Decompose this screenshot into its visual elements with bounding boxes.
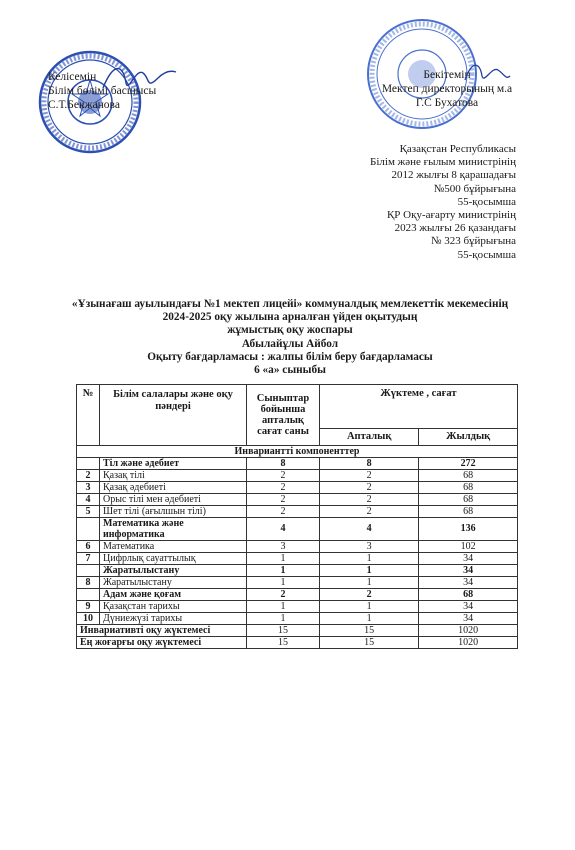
table-group-row	[77, 458, 518, 470]
row-weekly-load: 1	[320, 577, 419, 589]
row-number: 10	[77, 613, 100, 625]
table-row	[77, 541, 518, 553]
row-weekly-hours: 3	[247, 541, 320, 553]
row-yearly-load: 68	[419, 470, 518, 482]
row-weekly-load: 8	[320, 458, 419, 470]
total-weekly-hours: 15	[247, 625, 320, 637]
annex-line: 55-қосымша	[457, 248, 516, 261]
row-yearly-load: 34	[419, 565, 518, 577]
total-yearly-load: 1020	[419, 625, 518, 637]
row-weekly-hours: 2	[247, 482, 320, 494]
row-number	[77, 458, 100, 470]
row-number: 3	[77, 482, 100, 494]
table-row	[77, 553, 518, 565]
total-yearly-load: 1020	[419, 637, 518, 649]
row-weekly-load: 1	[320, 565, 419, 577]
annex-line: ҚР Оқу-ағарту министрінің	[386, 209, 516, 222]
row-weekly-hours: 2	[247, 506, 320, 518]
total-weekly-load: 15	[320, 625, 419, 637]
row-number: 6	[77, 541, 100, 553]
left-signature	[98, 58, 178, 98]
title-line: 2024-2025 оқу жылына арналған үйден оқытудың	[162, 311, 418, 324]
row-number	[77, 565, 100, 577]
row-yearly-load: 136	[419, 518, 518, 541]
agreed-line: Білім бөлімі басшысы	[48, 85, 157, 97]
row-subject: Адам және қоғам	[100, 589, 247, 601]
row-weekly-hours: 2	[247, 589, 320, 601]
annex-line: №500 бұйрығына	[433, 182, 516, 195]
row-yearly-load: 34	[419, 553, 518, 565]
row-subject: Жаратылыстану	[100, 577, 247, 589]
row-subject: Математика және информатика	[100, 518, 247, 541]
table-row	[77, 613, 518, 625]
row-subject: Тіл және әдебиет	[100, 458, 247, 470]
annex-line: № 323 бұйрығына	[430, 235, 516, 248]
agreed-line: Келісемін	[48, 71, 97, 83]
row-yearly-load: 34	[419, 577, 518, 589]
table-total-row	[77, 637, 518, 649]
annex-reference	[330, 143, 516, 262]
row-yearly-load: 34	[419, 613, 518, 625]
row-yearly-load: 68	[419, 506, 518, 518]
row-number: 7	[77, 553, 100, 565]
row-weekly-load: 1	[320, 613, 419, 625]
row-subject: Шет тілі (ағылшын тілі)	[100, 506, 247, 518]
title-line: Абылайұлы Айбол	[241, 337, 339, 350]
row-weekly-load: 1	[320, 553, 419, 565]
row-number	[77, 518, 100, 541]
table-group-row	[77, 518, 518, 541]
table-row	[77, 577, 518, 589]
total-label: Инвариативті оқу жүктемесі	[77, 625, 247, 637]
row-weekly-load: 2	[320, 470, 419, 482]
total-label: Ең жоғарғы оқу жүктемесі	[77, 637, 247, 649]
row-number	[77, 589, 100, 601]
title-line: 6 «а» сыныбы	[254, 364, 326, 377]
row-weekly-hours: 1	[247, 565, 320, 577]
row-number: 2	[77, 470, 100, 482]
row-weekly-hours: 1	[247, 601, 320, 613]
table-group-row	[77, 565, 518, 577]
annex-line: 55-қосымша	[457, 195, 516, 208]
row-number: 8	[77, 577, 100, 589]
approve-line: Г.С Бухатова	[415, 97, 479, 109]
row-weekly-hours: 4	[247, 518, 320, 541]
row-yearly-load: 68	[419, 482, 518, 494]
header-yearly: Жылдық	[419, 429, 518, 446]
curriculum-table	[76, 384, 518, 649]
header-load: Жүктеме , сағат	[320, 385, 518, 429]
total-weekly-hours: 15	[247, 637, 320, 649]
row-yearly-load: 68	[419, 494, 518, 506]
row-subject: Қазақстан тарихы	[100, 601, 247, 613]
invariant-section-header: Инвариантті компоненттер	[77, 446, 518, 458]
row-weekly-load: 1	[320, 601, 419, 613]
approve-line: Бекітемін	[423, 69, 471, 81]
row-subject: Математика	[100, 541, 247, 553]
row-weekly-hours: 1	[247, 577, 320, 589]
row-yearly-load: 102	[419, 541, 518, 553]
title-line: «Ұзынағаш ауылындағы №1 мектеп лицейі» коммуналдық мемлекеттік мекемесінің	[71, 298, 509, 310]
row-yearly-load: 34	[419, 601, 518, 613]
total-weekly-load: 15	[320, 637, 419, 649]
row-subject: Дүниежүзі тарихы	[100, 613, 247, 625]
row-weekly-hours: 2	[247, 494, 320, 506]
header-number: №	[77, 385, 100, 446]
row-weekly-load: 4	[320, 518, 419, 541]
row-yearly-load: 272	[419, 458, 518, 470]
row-subject: Цифрлық сауаттылық	[100, 553, 247, 565]
row-weekly-load: 3	[320, 541, 419, 553]
header-weekly: Апталық	[320, 429, 419, 446]
row-weekly-load: 2	[320, 589, 419, 601]
annex-line: 2012 жылғы 8 қарашадағы	[391, 169, 516, 182]
annex-line: 2023 жылғы 26 қазандағы	[394, 222, 516, 235]
table-total-row	[77, 625, 518, 637]
row-yearly-load: 68	[419, 589, 518, 601]
row-subject: Қазақ әдебиеті	[100, 482, 247, 494]
agreed-line: С.Т.Бекжанова	[48, 99, 120, 111]
row-weekly-load: 2	[320, 506, 419, 518]
table-row	[77, 601, 518, 613]
document-title	[40, 298, 540, 377]
header-weekly-hours: Сыныптар бойынша апталық сағат саны	[247, 385, 320, 446]
row-subject: Орыс тілі мен әдебиеті	[100, 494, 247, 506]
row-weekly-load: 2	[320, 482, 419, 494]
right-signature	[462, 58, 512, 88]
title-line: жұмыстық оқу жоспары	[227, 324, 353, 337]
table-row	[77, 470, 518, 482]
table-row	[77, 494, 518, 506]
row-number: 5	[77, 506, 100, 518]
row-weekly-hours: 2	[247, 470, 320, 482]
title-line: Оқыту бағдарламасы : жалпы білім беру бағдарламасы	[147, 350, 433, 363]
row-weekly-hours: 1	[247, 613, 320, 625]
annex-line: Қазақстан Республикасы	[399, 143, 516, 155]
table-group-row	[77, 589, 518, 601]
row-weekly-hours: 1	[247, 553, 320, 565]
row-weekly-load: 2	[320, 494, 419, 506]
row-subject: Жаратылыстану	[100, 565, 247, 577]
header-subject: Білім салалары және оқу пәндері	[100, 385, 247, 446]
approve-line: Мектеп директорының м.а	[381, 83, 513, 95]
table-row	[77, 482, 518, 494]
table-row	[77, 506, 518, 518]
row-number: 9	[77, 601, 100, 613]
row-subject: Қазақ тілі	[100, 470, 247, 482]
annex-line: Білім және ғылым министрінің	[370, 156, 516, 169]
row-number: 4	[77, 494, 100, 506]
row-weekly-hours: 8	[247, 458, 320, 470]
